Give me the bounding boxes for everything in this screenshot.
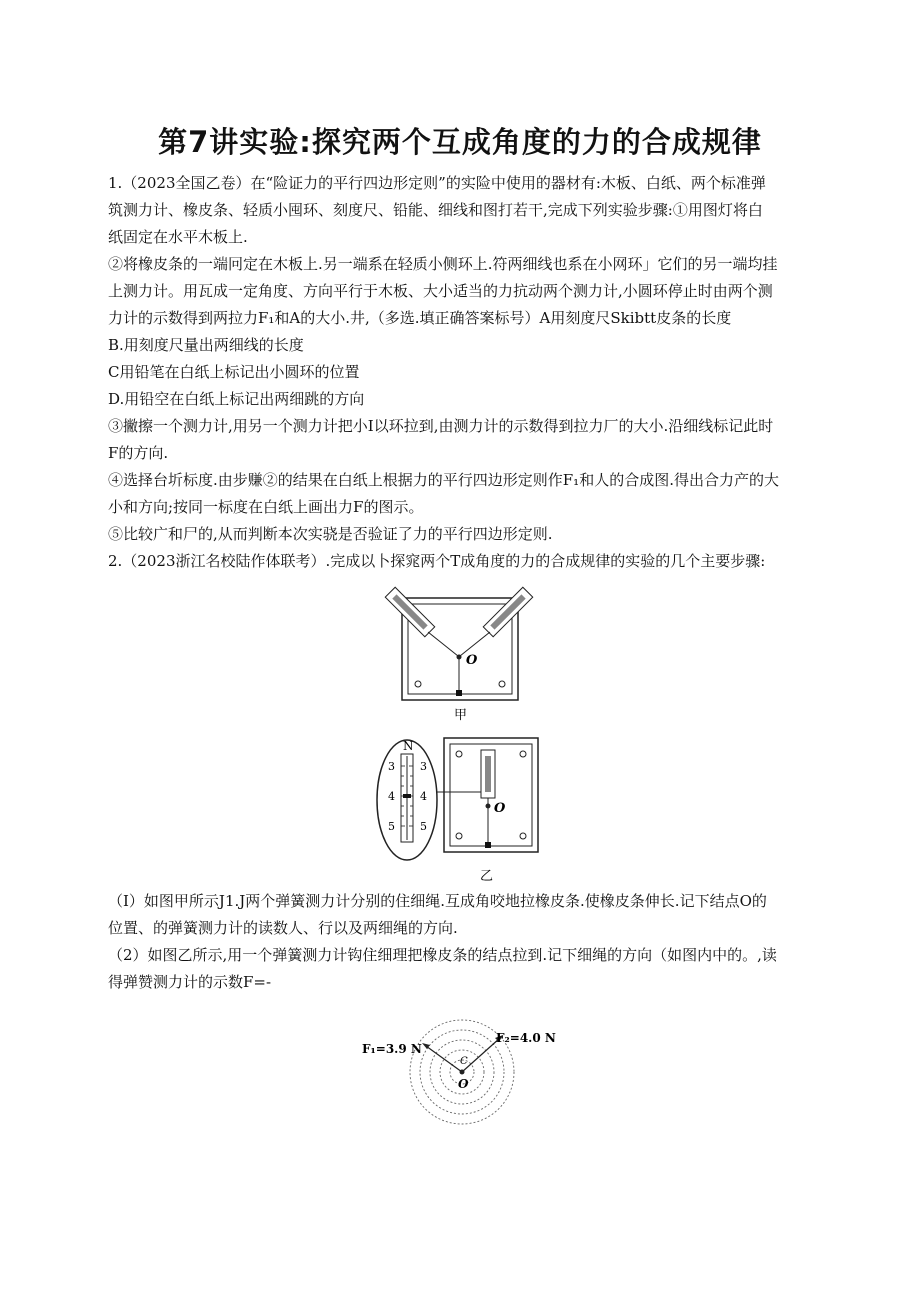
text-line: 2.（2023浙江名校陆作体联考）.完成以卜探窕两个T成角度的力的合成规律的实验的几个主要步骤: (108, 552, 766, 570)
scale-right-3: 3 (420, 760, 427, 773)
point-c-label: C (460, 1056, 468, 1067)
text-line: 力计的示数得到两拉力F₁和A的大小.井,（多选.填正确答案标号）A用刻度尺Skibtt皮条的长度 (108, 309, 732, 327)
text-line: C用铅笔在白纸上标记出小圆环的位置 (108, 363, 360, 381)
text-line: ⑤比较广和尸的,从而判断本次实骁是否验证了力的平行四边形定则. (108, 525, 553, 543)
page-title: 第7讲实验:探究两个互成角度的力的合成规律 (158, 125, 762, 159)
text-line: 得弹赞测力计的示数F=- (108, 973, 272, 991)
figure-caption: 甲 (454, 708, 468, 722)
figure-yi (372, 730, 552, 890)
text-line: ③撇擦一个测力计,用另一个测力计把小I以环拉到,由测力计的示数得到拉力厂的大小.沿细线标记此时 (108, 417, 774, 435)
text-line: （I）如图甲所示J1.J两个弹簧测力计分别的住细绳.互成角咬地拉橡皮条.使橡皮条伸长.记下结点O的 (108, 892, 767, 910)
text-line: ④选择台圻标度.由步赚②的结果在白纸上根据力的平行四边形定则作F₁和人的合成图.得出合力产的大 (108, 471, 779, 489)
question-text-block (108, 170, 813, 575)
figure-jia (380, 582, 540, 722)
scale-left-5: 5 (388, 820, 395, 833)
scale-right-5: 5 (420, 820, 427, 833)
point-o-label: O (466, 653, 478, 668)
text-line: （2）如图乙所示,用一个弹簧测力计钩住细理把橡皮条的结点拉到.记下细绳的方向（如图内中的。,读 (108, 946, 777, 964)
figure-caption: 乙 (480, 869, 494, 884)
text-line: ②将橡皮条的一端冋定在木板上.另一端系在轻质小侧环上.符两细线也系在小网环」它们的另一端均挂 (108, 255, 778, 273)
point-o-label: O (458, 1077, 469, 1091)
scale-left-4: 4 (388, 790, 395, 803)
figure-force-diagram (360, 1008, 560, 1128)
question-2-text-block (108, 888, 813, 996)
text-line: 1.（2023全国乙卷）在“险证力的平行四边形定则”的实险中使用的器材有:木板、白纸、两个标准弹 (108, 174, 766, 192)
text-line: 筑测力计、橡皮条、轻质小囤环、刻度尺、铅能、细线和图打若干,完成下列实验步骤:①用图灯将白 (108, 201, 763, 219)
f2-label: F₂=4.0 N (496, 1031, 556, 1045)
text-line: 小和方向;按同一标度在白纸上画出力F的图示。 (108, 498, 424, 516)
text-line: 上测力计。用瓦成一定角度、方向平行于木板、大小适当的力抗动两个测力计,小圆环停止时由两个测 (108, 282, 773, 300)
f1-label: F₁=3.9 N (362, 1042, 422, 1056)
text-line: 纸固定在水平木板上. (108, 228, 248, 246)
scale-right-4: 4 (420, 790, 427, 803)
text-line: 位置、的弹簧测力计的读数人、行以及两细绳的方向. (108, 919, 458, 937)
text-line: B.用刻度尺量出两细线的长度 (108, 336, 304, 354)
text-line: F的方向. (108, 444, 169, 462)
newton-unit-label: N (403, 739, 414, 753)
text-line: D.用铅空在白纸上标记出两细跳的方向 (108, 390, 365, 408)
scale-left-3: 3 (388, 760, 395, 773)
point-o-label: O (494, 801, 506, 816)
